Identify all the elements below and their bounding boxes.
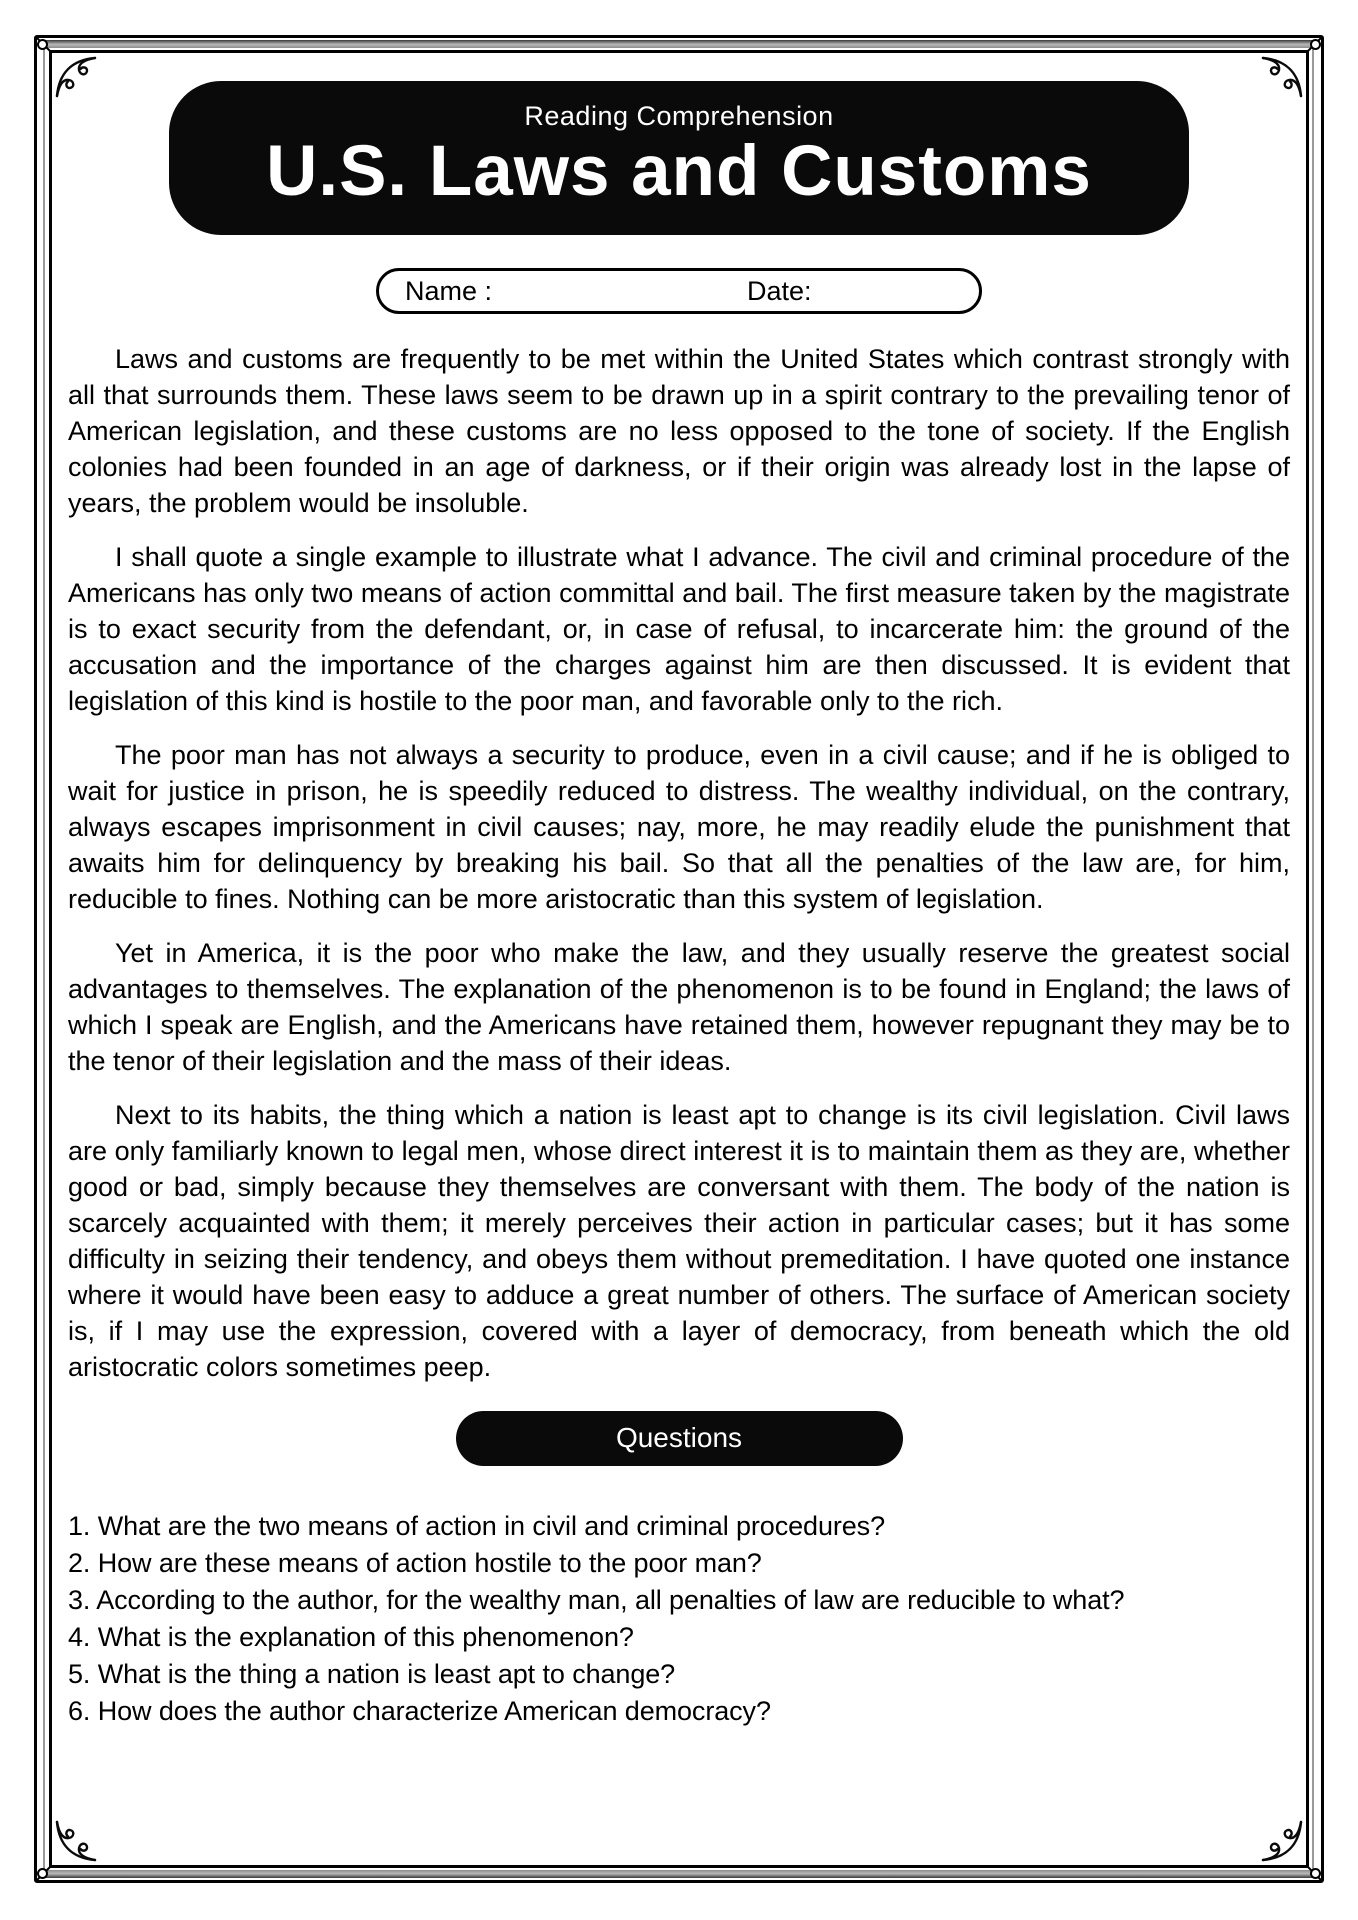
passage (68, 341, 1290, 1385)
question-item-2: 2. How are these means of action hostile to the poor man? (68, 1547, 762, 1578)
passage-paragraph-5: Next to its habits, the thing which a nation is least apt to change is its civil legislation. Civil laws are only familiarly known to legal men, whose direct interest it is to maintain them as they are, whether good or bad, simply because they themselves are conversant with them. The body of the nation is scarcely acquainted with them; it merely perceives their action in particular cases; but it has some difficulty in seizing their tendency, and obeys them without premeditation. I have quoted one instance where it would have been easy to adduce a great number of others. The surface of American society is, if I may use the expression, covered with a layer of democracy, from beneath which the old aristocratic colors sometimes peep. (68, 1099, 1290, 1382)
corner-dot-icon (37, 39, 48, 50)
questions-header-pill (456, 1411, 903, 1466)
passage-paragraph-2: I shall quote a single example to illustrate what I advance. The civil and criminal procedure of the Americans has only two means of action committal and bail. The first measure taken by the magistrate is to exact security from the defendant, or, in case of refusal, to incarcerate him: the ground of the accusation and the importance of the charges against him are then discussed. It is evident that legislation of this kind is hostile to the poor man, and favorable only to the rich. (68, 541, 1290, 716)
page-title: U.S. Laws and Customs (266, 132, 1092, 211)
question-item-6: 6. How does the author characterize American democracy? (68, 1695, 771, 1726)
worksheet-header (169, 81, 1189, 235)
name-label: Name : (405, 275, 493, 306)
frame-shading-right (1309, 48, 1318, 1870)
header-subtitle: Reading Comprehension (524, 101, 834, 131)
corner-dot-icon (1310, 1868, 1321, 1879)
question-item-1: 1. What are the two means of action in civil and criminal procedures? (68, 1510, 885, 1541)
question-item-4: 4. What is the explanation of this phenomenon? (68, 1621, 634, 1652)
corner-dot-icon (1310, 39, 1321, 50)
worksheet-content (52, 53, 1306, 1865)
date-field[interactable] (821, 271, 961, 311)
question-item-5: 5. What is the thing a nation is least apt to change? (68, 1658, 676, 1689)
name-field[interactable] (501, 271, 731, 311)
questions-header-label: Questions (615, 1422, 743, 1454)
frame-shading-bottom (44, 1870, 1314, 1878)
passage-paragraph-4: Yet in America, it is the poor who make the law, and they usually reserve the greatest social advantages to themselves. The explanation of the phenomenon is to be found in England; the laws of which I speak are English, and the Americans have retained them, however repugnant they may be to the tenor of their legislation and the mass of their ideas. (68, 937, 1290, 1076)
corner-dot-icon (37, 1868, 48, 1879)
passage-paragraph-3: The poor man has not always a security to produce, even in a civil cause; and if he is obliged to wait for justice in prison, he is speedily reduced to distress. The wealthy individual, on the contrary, always escapes imprisonment in civil causes; nay, more, he may readily elude the punishment that awaits him for delinquency by breaking his bail. So that all the penalties of the law are, for him, reducible to fines. Nothing can be more aristocratic than this system of legislation. (68, 739, 1290, 914)
date-label: Date: (747, 275, 812, 306)
passage-paragraph-1: Laws and customs are frequently to be met within the United States which contrast strongly with all that surrounds them. These laws seem to be drawn up in a spirit contrary to the prevailing tenor of American legislation, and these customs are no less opposed to the tone of society. If the English colonies had been founded in an age of darkness, or if their origin was already lost in the lapse of years, the problem would be insoluble. (68, 343, 1290, 518)
questions-list (68, 1508, 1290, 1730)
question-item-3: 3. According to the author, for the wealthy man, all penalties of law are reducible to what? (68, 1584, 1125, 1615)
name-date-bar (376, 268, 982, 314)
frame-shading-top (44, 40, 1314, 48)
frame-shading-left (40, 48, 49, 1870)
